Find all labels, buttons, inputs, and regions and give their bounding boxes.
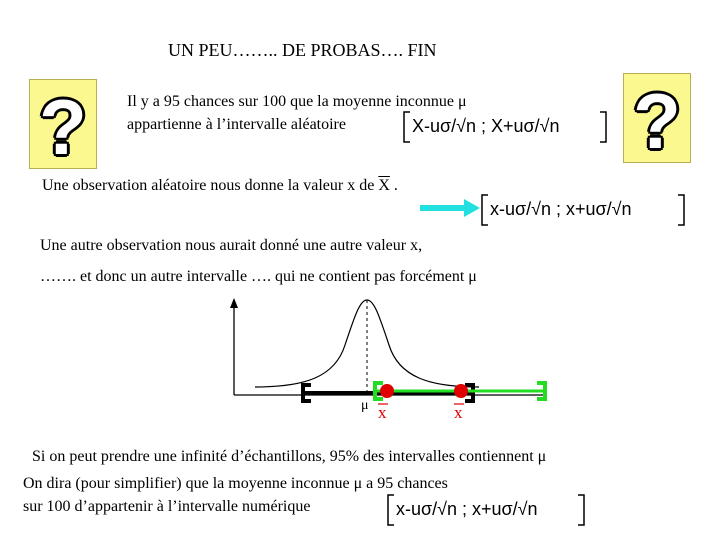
x-label-1: x (378, 403, 387, 422)
sample-point-2 (454, 384, 468, 398)
xbar-symbol: $\overline{X}$ (378, 177, 390, 194)
page-title: UN PEU…….. DE PROBAS…. FIN (168, 40, 437, 60)
formula-text: x-uσ/√n ; x+uσ/√n (490, 199, 632, 219)
y-axis-arrowhead (230, 298, 238, 308)
another-line-2: ……. et donc un autre intervalle …. qui ne contient pas forcément μ (40, 268, 477, 285)
formula-text: X-uσ/√n ; X+uσ/√n (412, 116, 560, 136)
another-line-1: Une autre observation nous aurait donné une autre valeur x, (40, 237, 423, 254)
question-mark-icon: ? (623, 73, 691, 163)
conclusion-line-1: Si on peut prendre une infinité d’échantillons, 95% des intervalles contiennent μ (32, 448, 547, 465)
observation-text (42, 176, 398, 196)
question-mark-icon: ? (29, 79, 97, 169)
conclusion-line-3: sur 100 d’appartenir à l’intervalle numérique (23, 498, 311, 515)
random-interval-formula (400, 110, 610, 142)
numeric-interval-formula (384, 493, 588, 525)
observed-interval-formula (478, 193, 688, 225)
mu-label: μ (361, 398, 369, 413)
intro-line-1: Il y a 95 chances sur 100 que la moyenne inconnue μ (127, 93, 467, 110)
normal-curve-graph (225, 295, 565, 430)
conclusion-line-2: On dira (pour simplifier) que la moyenne inconnue μ a 95 chances (23, 475, 448, 492)
observation-sentence: Une observation aléatoire nous donne la valeur x de (42, 177, 375, 194)
arrow-icon (418, 197, 482, 219)
sample-point-1 (380, 384, 394, 398)
x-label-2: x (454, 403, 463, 422)
formula-text: x-uσ/√n ; x+uσ/√n (396, 499, 538, 519)
observation-end: . (393, 177, 398, 194)
intro-line-2: appartienne à l’intervalle aléatoire (127, 116, 346, 133)
